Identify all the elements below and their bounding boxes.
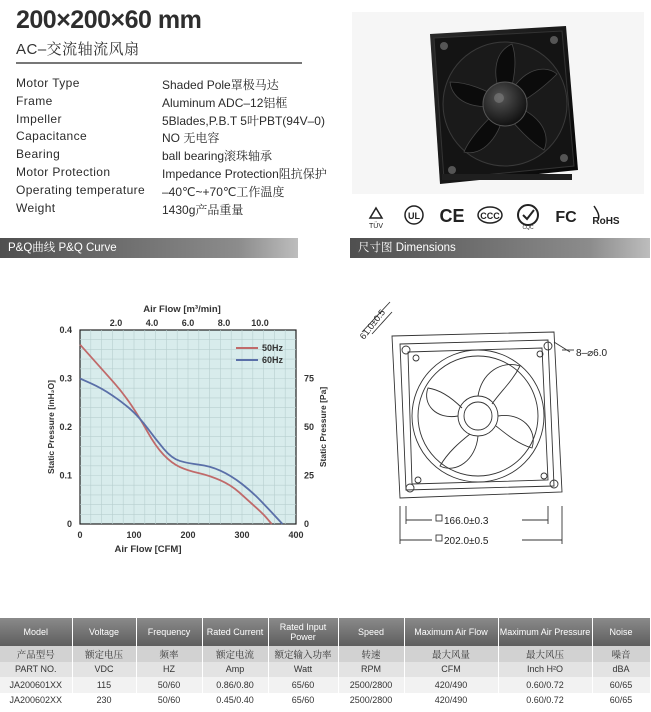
x-tick-label: 300 <box>234 530 250 540</box>
spec-row <box>16 201 356 219</box>
spec-label: Weight <box>16 200 56 215</box>
table-cell: JA200602XX <box>0 693 72 709</box>
title-divider <box>16 62 302 64</box>
table-cell: 0.60/0.72 <box>498 677 592 693</box>
y-right-tick-label: 25 <box>304 470 315 481</box>
spec-value: 1430g产品重量 <box>162 202 244 217</box>
inner-width-label: 166.0±0.3 <box>444 516 489 527</box>
spec-label: Frame <box>16 93 53 108</box>
svg-text:RoHS: RoHS <box>592 216 620 227</box>
svg-text:UL: UL <box>408 211 420 221</box>
y-axis-label: Static Pressure [inH₂O] <box>46 380 56 474</box>
table-cell: 0.60/0.72 <box>498 693 592 709</box>
table-cell: 最大风量 <box>404 646 498 662</box>
x-top-tick-label: 6.0 <box>181 318 195 328</box>
y-tick-label: 0.2 <box>59 422 72 432</box>
table-cell: 230 <box>72 693 136 709</box>
table-header-cell: Voltage <box>72 618 136 646</box>
table-cell: 额定输入功率 <box>268 646 338 662</box>
mounting-hole-label: 8–⌀6.0 <box>576 348 608 359</box>
x-tick-label: 0 <box>77 530 83 540</box>
table-header-cell: Speed <box>338 618 404 646</box>
spec-label: Impeller <box>16 111 62 126</box>
x-top-axis-label: Air Flow [m³/min] <box>143 304 221 315</box>
dimension-drawing <box>352 292 646 554</box>
y-tick-label: 0.4 <box>59 325 72 335</box>
table-units-row <box>0 662 650 678</box>
x-top-tick-label: 10.0 <box>251 318 269 328</box>
fan-product-photo <box>352 12 644 194</box>
table-cell: 频率 <box>136 646 202 662</box>
table-header-cell: Maximum Air Flow <box>404 618 498 646</box>
table-cell: 噪音 <box>592 646 650 662</box>
spec-value: Impedance Protection阻抗保护 <box>162 166 327 181</box>
x-tick-label: 400 <box>288 530 304 540</box>
y-right-tick-label: 75 <box>304 373 315 384</box>
table-row <box>0 677 650 693</box>
svg-text:TÜV: TÜV <box>369 223 383 230</box>
table-chinese-header-row <box>0 646 650 662</box>
table-cell: 50/60 <box>136 693 202 709</box>
table-cell: dBA <box>592 662 650 678</box>
dimensions-section-header: 尺寸图 Dimensions <box>350 238 650 258</box>
table-cell: Watt <box>268 662 338 678</box>
certification-logos <box>368 200 628 230</box>
pq-curve-section-header: P&Q曲线 P&Q Curve <box>0 238 298 258</box>
y-right-tick-label: 0 <box>304 519 310 529</box>
spec-list <box>16 76 356 218</box>
table-cell: CFM <box>404 662 498 678</box>
table-cell: 转速 <box>338 646 404 662</box>
spec-label: Operating temperature <box>16 182 146 197</box>
spec-label: Bearing <box>16 147 61 162</box>
spec-value: NO 无电容 <box>162 131 220 146</box>
spec-label: Motor Type <box>16 76 80 90</box>
product-subtitle: AC–交流轴流风扇 <box>16 41 140 58</box>
rohs-icon <box>592 206 620 227</box>
x-top-tick-label: 8.0 <box>217 318 231 328</box>
table-cell: JA200601XX <box>0 677 72 693</box>
spec-row <box>16 76 356 94</box>
y-tick-label: 0.1 <box>59 470 72 481</box>
table-cell: 额定电流 <box>202 646 268 662</box>
table-row <box>0 693 650 709</box>
spec-row <box>16 147 356 165</box>
x-axis-label: Air Flow [CFM] <box>114 544 182 555</box>
table-cell: 60/65 <box>592 693 650 709</box>
spec-value: ball bearing滚珠轴承 <box>162 149 273 164</box>
table-cell: 115 <box>72 677 136 693</box>
table-cell: 最大风压 <box>498 646 592 662</box>
spec-row <box>16 165 356 183</box>
spec-value: –40℃~+70℃工作温度 <box>162 184 285 199</box>
table-cell: 65/60 <box>268 693 338 709</box>
table-cell: 0.45/0.40 <box>202 693 268 709</box>
spec-row <box>16 112 356 130</box>
table-cell: 2500/2800 <box>338 693 404 709</box>
table-header-cell: Rated Input Power <box>268 618 338 646</box>
table-cell: 0.86/0.80 <box>202 677 268 693</box>
pq-chart <box>40 292 340 555</box>
table-header-cell: Maximum Air Pressure <box>498 618 592 646</box>
svg-text:CCC: CCC <box>480 211 500 221</box>
spec-row <box>16 94 356 112</box>
ccc-icon <box>478 207 502 223</box>
y-tick-label: 0.3 <box>59 373 72 384</box>
table-cell: 2500/2800 <box>338 677 404 693</box>
legend-label: 50Hz <box>262 343 284 353</box>
x-tick-label: 200 <box>180 530 196 540</box>
table-cell: 420/490 <box>404 677 498 693</box>
table-cell: 65/60 <box>268 677 338 693</box>
spec-row <box>16 129 356 147</box>
x-top-tick-label: 4.0 <box>145 318 159 328</box>
svg-text:CQC: CQC <box>522 225 534 231</box>
table-header-cell: Noise <box>592 618 650 646</box>
table-header-cell: Rated Current <box>202 618 268 646</box>
spec-value: Shaded Pole罩极马达 <box>162 78 279 92</box>
table-header-cell: Frequency <box>136 618 202 646</box>
spec-label: Motor Protection <box>16 164 111 179</box>
tuv-icon <box>369 208 383 230</box>
spec-value: 5Blades,P.B.T 5叶PBT(94V–0) <box>162 113 325 128</box>
spec-table <box>0 618 651 708</box>
outer-width-label: 202.0±0.5 <box>444 536 489 547</box>
cqc-icon <box>518 205 538 231</box>
legend-label: 60Hz <box>262 355 284 365</box>
y-right-axis-label: Static Pressure [Pa] <box>318 386 328 468</box>
spec-row <box>16 183 356 201</box>
table-cell: 额定电压 <box>72 646 136 662</box>
x-top-tick-label: 2.0 <box>109 318 123 328</box>
spec-label: Capacitance <box>16 129 88 144</box>
fc-icon <box>555 209 577 226</box>
product-title: 200×200×60 mm <box>16 6 202 34</box>
table-header-row <box>0 618 650 646</box>
table-cell: 50/60 <box>136 677 202 693</box>
table-cell: Amp <box>202 662 268 678</box>
y-tick-label: 0 <box>66 519 72 529</box>
table-cell: Inch H²O <box>498 662 592 678</box>
table-cell: VDC <box>72 662 136 678</box>
diagonal-dimension-label: 61.0±0.5 <box>357 307 388 342</box>
table-cell: 420/490 <box>404 693 498 709</box>
table-cell: RPM <box>338 662 404 678</box>
svg-text:CE: CE <box>439 206 465 226</box>
ul-icon <box>405 206 423 224</box>
x-tick-label: 100 <box>126 530 142 540</box>
y-right-tick-label: 50 <box>304 422 315 432</box>
spec-value: Aluminum ADC–12铝框 <box>162 95 288 110</box>
table-cell: HZ <box>136 662 202 678</box>
table-cell: 60/65 <box>592 677 650 693</box>
table-cell: 产品型号 <box>0 646 72 662</box>
table-cell: PART NO. <box>0 662 72 678</box>
ce-icon <box>439 206 464 226</box>
svg-text:FC: FC <box>555 209 577 226</box>
table-header-cell: Model <box>0 618 72 646</box>
